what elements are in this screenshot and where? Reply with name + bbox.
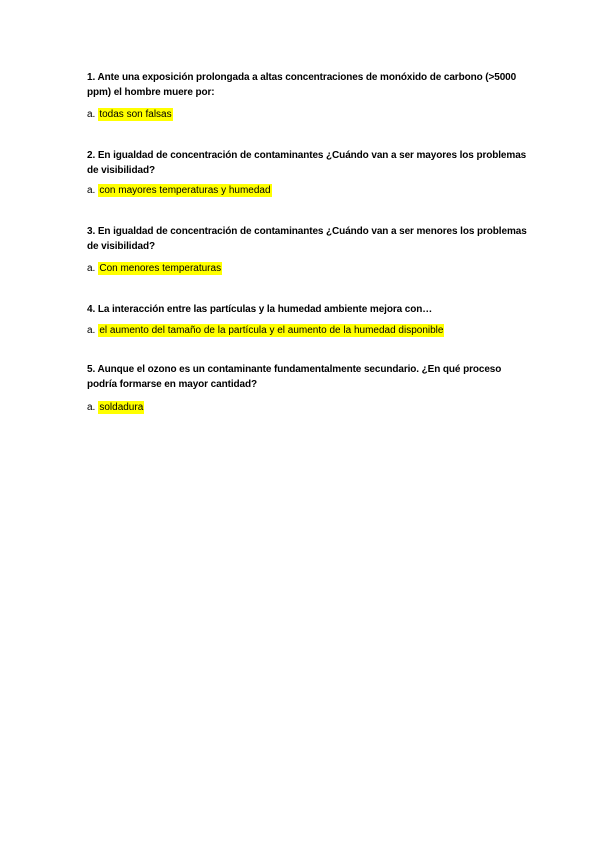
answer-5-text: soldadura — [99, 402, 144, 413]
answer-3-line — [87, 262, 527, 276]
answer-1-text: todas son falsas — [99, 109, 172, 120]
answer-4-line — [87, 324, 527, 338]
question-5-text — [87, 362, 527, 392]
answer-3 — [87, 262, 527, 276]
question-3 — [87, 224, 527, 254]
question-3-text — [87, 224, 527, 254]
question-3-number: 3. — [87, 226, 96, 237]
answer-1-line — [87, 108, 527, 122]
question-2 — [87, 148, 527, 178]
answer-3-prefix: a. — [87, 263, 96, 274]
question-1-number: 1. — [87, 72, 96, 83]
answer-1 — [87, 108, 527, 122]
question-2-text — [87, 148, 527, 178]
answer-3-text: Con menores temperaturas — [99, 263, 222, 274]
answer-2-line — [87, 184, 527, 198]
question-1-text — [87, 70, 527, 100]
question-4 — [87, 302, 527, 317]
answer-4 — [87, 324, 527, 338]
answer-2-prefix: a. — [87, 185, 96, 196]
answer-2-text: con mayores temperaturas y humedad — [99, 185, 271, 196]
question-2-number: 2. — [87, 150, 96, 161]
question-1-body: Ante una exposición prolongada a altas concentraciones de monóxido de carbono (>5000 ppm) el hombre muere por: — [87, 72, 517, 98]
question-4-body: La interacción entre las partículas y la humedad ambiente mejora con… — [97, 304, 433, 315]
answer-5-line — [87, 401, 527, 415]
answer-4-prefix: a. — [87, 325, 96, 336]
question-5-number: 5. — [87, 364, 96, 375]
question-1 — [87, 70, 527, 100]
answer-5-prefix: a. — [87, 402, 96, 413]
question-3-body: En igualdad de concentración de contaminantes ¿Cuándo van a ser menores los problemas de visibilidad? — [87, 226, 527, 252]
answer-5 — [87, 401, 527, 415]
question-2-body: En igualdad de concentración de contaminantes ¿Cuándo van a ser mayores los problemas de visibilidad? — [87, 150, 527, 176]
question-4-text — [87, 302, 527, 317]
question-5 — [87, 362, 527, 392]
question-4-number: 4. — [87, 304, 96, 315]
answer-2 — [87, 184, 527, 198]
answer-1-prefix: a. — [87, 109, 96, 120]
answer-4-text: el aumento del tamaño de la partícula y el aumento de la humedad disponible — [99, 325, 444, 336]
question-5-body: Aunque el ozono es un contaminante fundamentalmente secundario. ¿En qué proceso podría formarse en mayor cantidad? — [87, 364, 502, 390]
